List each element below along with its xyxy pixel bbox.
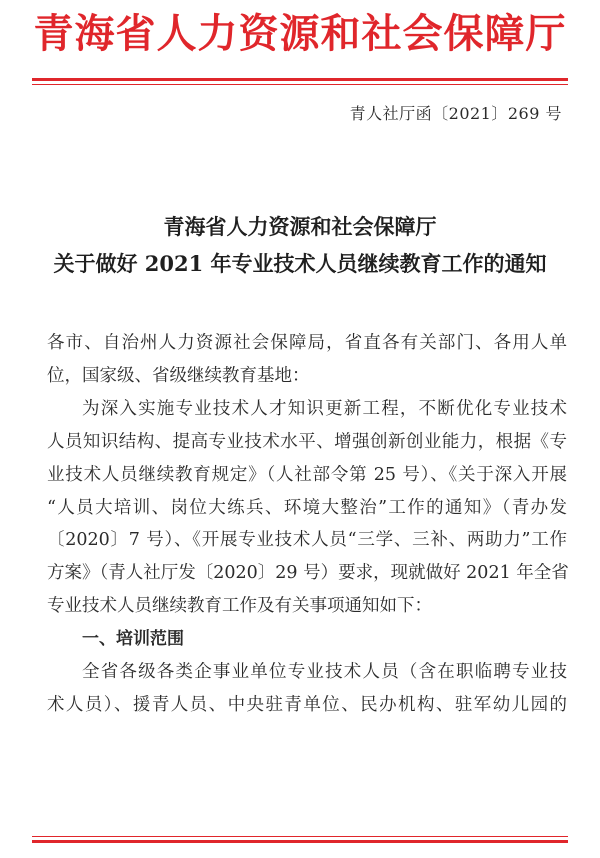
body-line: 术人员）、援青人员、中央驻青单位、民办机构、驻军幼儿园的 <box>47 694 567 715</box>
document-body <box>47 327 567 722</box>
section-heading: 一、培训范围 <box>82 629 184 650</box>
body-line: 专业技术人员继续教育工作及有关事项通知如下： <box>47 596 432 617</box>
body-line: 各市、自治州人力资源社会保障局，省直各有关部门、各用人单 <box>47 333 567 353</box>
document-title <box>0 208 600 282</box>
body-line: “人员大培训、岗位大练兵、环境大整治”工作的通知》（青办发 <box>47 497 567 518</box>
body-line: 为深入实施专业技术人才知识更新工程，不断优化专业技术 <box>82 398 567 419</box>
body-line: 人员知识结构、提高专业技术水平、增强创新创业能力，根据《专 <box>47 431 567 452</box>
document-number: 青人社厅函〔2021〕269 号 <box>349 104 562 123</box>
organization-header: 青海省人力资源和社会保障厅 <box>33 11 567 57</box>
body-line: 〔2020〕7 号）、《开展专业技术人员“三学、三补、两助力”工作 <box>47 530 567 551</box>
title-line-2: 关于做好 2021 年专业技术人员继续教育工作的通知 <box>53 251 547 276</box>
body-line: 业技术人员继续教育规定》（人社部令第 25 号）、《关于深入开展 <box>47 464 567 485</box>
body-line: 方案》（青人社厅发〔2020〕29 号）要求，现就做好 2021 年全省 <box>47 563 569 584</box>
body-line: 位，国家级、省级继续教育基地： <box>47 365 310 386</box>
footer-red-rule <box>32 836 568 843</box>
title-line-1: 青海省人力资源和社会保障厅 <box>163 214 437 239</box>
body-line: 全省各级各类企事业单位专业技术人员（含在职临聘专业技 <box>82 662 567 683</box>
header-red-rule <box>32 78 568 85</box>
